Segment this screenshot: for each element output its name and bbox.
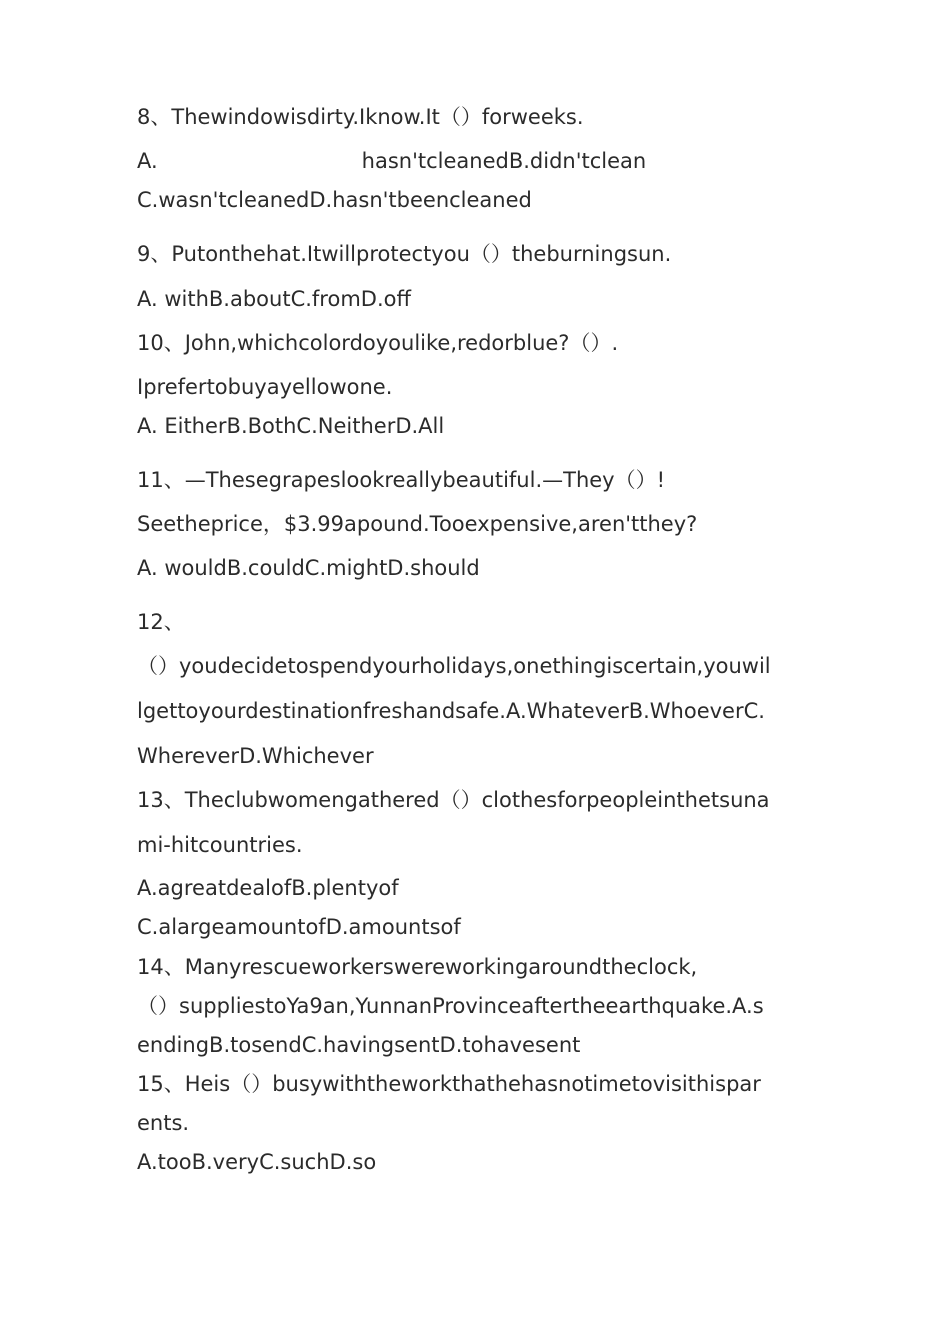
question-14-options: endingB.tosendC.havingsentD.tohavesent — [137, 1033, 581, 1057]
question-9-stem: 9、Putonthehat.Itwillprotectyou（）theburningsun. — [137, 242, 672, 266]
question-14-stem-continued: （）suppliestoYa9an,YunnanProvinceaftertheearthquake.A.s — [137, 994, 764, 1018]
question-12-line-2: lgettoyourdestinationfreshandsafe.A.WhateverB.WhoeverC. — [137, 699, 765, 723]
question-10-stem-continued: Iprefertobuyayellowone. — [137, 375, 393, 399]
question-14-stem: 14、Manyrescueworkerswereworkingaroundtheclock, — [137, 955, 698, 979]
question-10-stem: 10、John,whichcolordoyoulike,redorblue?（）. — [137, 331, 619, 355]
question-15-stem-continued: ents. — [137, 1111, 190, 1135]
option-a-label: A. — [137, 149, 158, 173]
question-9-options: A. withB.aboutC.fromD.off — [137, 287, 411, 311]
question-10-options: A. EitherB.BothC.NeitherD.All — [137, 414, 445, 438]
question-12-number: 12、 — [137, 610, 185, 634]
question-11-stem-continued: Seetheprice，$3.99apound.Tooexpensive,aren'tthey? — [137, 512, 698, 536]
question-8-options-cd: C.wasn'tcleanedD.hasn'tbeencleaned — [137, 188, 532, 212]
question-13-options-cd: C.alargeamountofD.amountsof — [137, 915, 461, 939]
question-11-options: A. wouldB.couldC.mightD.should — [137, 556, 480, 580]
question-8-options-ab — [137, 148, 827, 174]
question-12-line-1: （）youdecidetospendyourholidays,onethingiscertain,youwil — [137, 654, 771, 678]
question-13-options-ab: A.agreatdealofB.plentyof — [137, 876, 399, 900]
question-13-stem-continued: mi-hitcountries. — [137, 833, 303, 857]
question-15-options: A.tooB.veryC.suchD.so — [137, 1150, 377, 1174]
question-13-stem: 13、Theclubwomengathered（）clothesforpeopleinthetsuna — [137, 788, 770, 812]
question-8-stem: 8、Thewindowisdirty.Iknow.It（）forweeks. — [137, 105, 584, 129]
question-11-stem: 11、—Thesegrapeslookreallybeautiful.—They（）! — [137, 468, 666, 492]
question-15-stem: 15、Heis（）busywiththeworkthathehasnotimetovisithispar — [137, 1072, 761, 1096]
question-12-line-3: WhereverD.Whichever — [137, 744, 374, 768]
option-a-text: hasn'tcleanedB.didn'tclean — [361, 149, 647, 173]
